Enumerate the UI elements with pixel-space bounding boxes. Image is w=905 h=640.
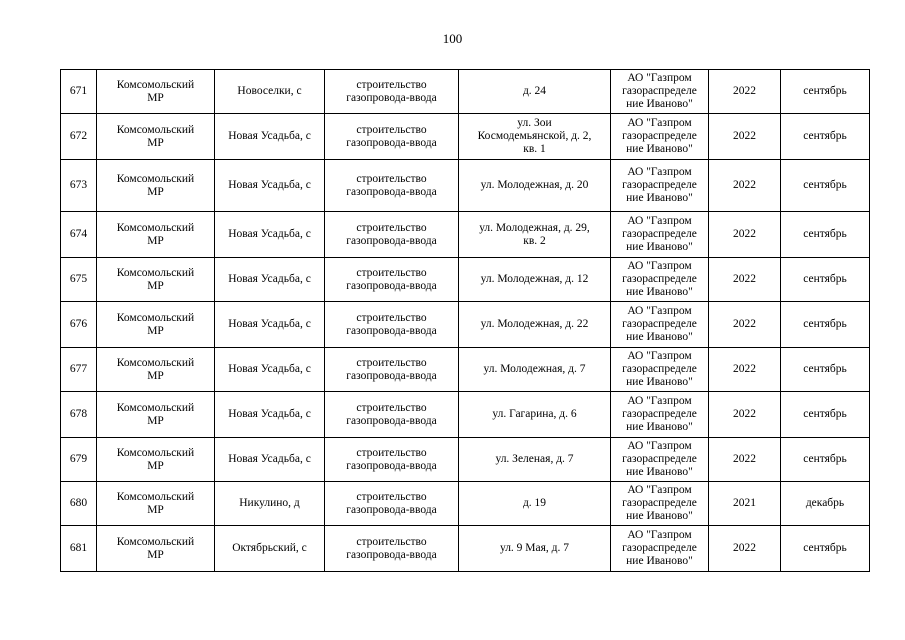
year-cell: 2022 [709,302,781,348]
year-cell: 2021 [709,482,781,526]
work-type-cell: строительство газопровода-ввода [325,212,459,258]
row-number: 676 [61,302,97,348]
row-number: 680 [61,482,97,526]
district-cell: Комсомольский МР [97,70,215,114]
organization-cell: АО "Газпром газораспределе ние Иваново" [611,438,709,482]
month-cell: сентябрь [781,212,870,258]
organization-cell: АО "Газпром газораспределе ние Иваново" [611,392,709,438]
work-type-cell: строительство газопровода-ввода [325,438,459,482]
table-row [61,348,870,392]
table-row [61,212,870,258]
table-row [61,438,870,482]
row-number: 678 [61,392,97,438]
address-cell: ул. Молодежная, д. 12 [459,258,611,302]
work-type-cell: строительство газопровода-ввода [325,348,459,392]
district-cell: Комсомольский МР [97,526,215,572]
organization-cell: АО "Газпром газораспределе ние Иваново" [611,302,709,348]
address-cell: ул. Молодежная, д. 7 [459,348,611,392]
address-cell: ул. Молодежная, д. 29, кв. 2 [459,212,611,258]
settlement-cell: Никулино, д [215,482,325,526]
district-cell: Комсомольский МР [97,438,215,482]
settlement-cell: Новая Усадьба, с [215,392,325,438]
work-type-cell: строительство газопровода-ввода [325,392,459,438]
organization-cell: АО "Газпром газораспределе ние Иваново" [611,258,709,302]
district-cell: Комсомольский МР [97,348,215,392]
organization-cell: АО "Газпром газораспределе ние Иваново" [611,482,709,526]
row-number: 674 [61,212,97,258]
month-cell: сентябрь [781,438,870,482]
address-cell: ул. Молодежная, д. 22 [459,302,611,348]
address-cell: д. 19 [459,482,611,526]
settlement-cell: Новая Усадьба, с [215,302,325,348]
work-type-cell: строительство газопровода-ввода [325,302,459,348]
work-type-cell: строительство газопровода-ввода [325,160,459,212]
work-type-cell: строительство газопровода-ввода [325,258,459,302]
settlement-cell: Новая Усадьба, с [215,114,325,160]
work-type-cell: строительство газопровода-ввода [325,70,459,114]
month-cell: сентябрь [781,70,870,114]
settlement-cell: Новоселки, с [215,70,325,114]
settlement-cell: Новая Усадьба, с [215,160,325,212]
year-cell: 2022 [709,160,781,212]
row-number: 671 [61,70,97,114]
district-cell: Комсомольский МР [97,160,215,212]
address-cell: д. 24 [459,70,611,114]
year-cell: 2022 [709,212,781,258]
month-cell: сентябрь [781,348,870,392]
year-cell: 2022 [709,70,781,114]
work-type-cell: строительство газопровода-ввода [325,526,459,572]
organization-cell: АО "Газпром газораспределе ние Иваново" [611,70,709,114]
year-cell: 2022 [709,114,781,160]
month-cell: сентябрь [781,160,870,212]
month-cell: сентябрь [781,392,870,438]
district-cell: Комсомольский МР [97,114,215,160]
settlement-cell: Новая Усадьба, с [215,438,325,482]
year-cell: 2022 [709,392,781,438]
row-number: 673 [61,160,97,212]
district-cell: Комсомольский МР [97,258,215,302]
table-row [61,526,870,572]
page-number: 100 [442,31,463,46]
table-row [61,258,870,302]
organization-cell: АО "Газпром газораспределе ние Иваново" [611,526,709,572]
row-number: 677 [61,348,97,392]
table-row [61,114,870,160]
row-number: 679 [61,438,97,482]
settlement-cell: Октябрьский, с [215,526,325,572]
row-number: 681 [61,526,97,572]
year-cell: 2022 [709,526,781,572]
month-cell: сентябрь [781,526,870,572]
organization-cell: АО "Газпром газораспределе ние Иваново" [611,212,709,258]
row-number: 675 [61,258,97,302]
year-cell: 2022 [709,258,781,302]
organization-cell: АО "Газпром газораспределе ние Иваново" [611,160,709,212]
district-cell: Комсомольский МР [97,212,215,258]
address-cell: ул. Зои Космодемьянской, д. 2, кв. 1 [459,114,611,160]
address-cell: ул. Молодежная, д. 20 [459,160,611,212]
month-cell: сентябрь [781,258,870,302]
table-row [61,70,870,114]
settlement-cell: Новая Усадьба, с [215,348,325,392]
settlement-cell: Новая Усадьба, с [215,212,325,258]
district-cell: Комсомольский МР [97,482,215,526]
month-cell: декабрь [781,482,870,526]
work-type-cell: строительство газопровода-ввода [325,482,459,526]
table-row [61,160,870,212]
settlement-cell: Новая Усадьба, с [215,258,325,302]
month-cell: сентябрь [781,302,870,348]
row-number: 672 [61,114,97,160]
district-cell: Комсомольский МР [97,392,215,438]
table-row [61,302,870,348]
organization-cell: АО "Газпром газораспределе ние Иваново" [611,114,709,160]
address-cell: ул. Гагарина, д. 6 [459,392,611,438]
district-cell: Комсомольский МР [97,302,215,348]
organization-cell: АО "Газпром газораспределе ние Иваново" [611,348,709,392]
table-row [61,392,870,438]
year-cell: 2022 [709,438,781,482]
address-cell: ул. 9 Мая, д. 7 [459,526,611,572]
year-cell: 2022 [709,348,781,392]
month-cell: сентябрь [781,114,870,160]
table-row [61,482,870,526]
gas-pipeline-table [60,69,870,572]
address-cell: ул. Зеленая, д. 7 [459,438,611,482]
work-type-cell: строительство газопровода-ввода [325,114,459,160]
